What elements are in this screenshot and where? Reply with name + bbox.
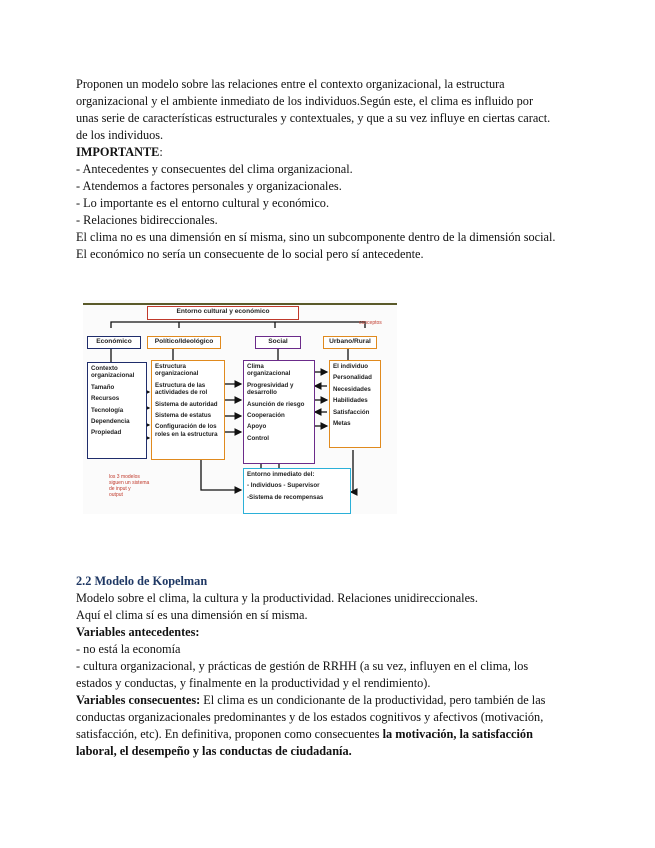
header-politico: Político/Ideológico: [147, 336, 221, 349]
section-heading: 2.2 Modelo de Kopelman: [76, 574, 208, 588]
intro-line: unas serie de características estructurales y contextuales, y que a su vez influye en ciertas caract.: [76, 111, 551, 125]
antecedentes-item: - cultura organizacional, y prácticas de gestión de RRHH (a su vez, influyen en el clima, los: [76, 659, 529, 673]
diagram-side-note: los 3 modelos siguen un sistema de input y output: [109, 474, 150, 498]
antecedentes-item: - no está la economía: [76, 642, 181, 656]
important-heading: IMPORTANTE:: [76, 145, 163, 159]
intro-line: organizacional y el ambiente inmediato de los individuos.Según este, el clima es influido por: [76, 94, 534, 108]
kopelman-section: [76, 573, 596, 760]
header-social: Social: [255, 336, 301, 349]
intro-paragraph: [76, 76, 586, 263]
antecedentes-label: Variables antecedentes:: [76, 625, 200, 639]
model-diagram: [83, 300, 397, 514]
kopelman-line: Aquí el clima sí es una dimensión en sí misma.: [76, 608, 308, 622]
intro-line: de los individuos.: [76, 128, 164, 142]
box-contexto: Contexto organizacional Tamaño Recursos Tecnología Dependencia Propiedad: [87, 362, 147, 459]
important-item: - Atendemos a factores personales y organizacionales.: [76, 179, 342, 193]
diagram-top-note: conceptos: [359, 320, 382, 326]
consecuentes-line: laboral, el desempeño y las conductas de ciudadanía.: [76, 744, 352, 758]
intro-line: Proponen un modelo sobre las relaciones entre el contexto organizacional, la estructura: [76, 77, 505, 91]
consecuentes-line: Variables consecuentes: El clima es un condicionante de la productividad, pero también de las: [76, 693, 546, 707]
antecedentes-item: estados y conductas, y finalmente en la productividad y el rendimiento).: [76, 676, 431, 690]
consecuentes-line: satisfacción, etc). En definitiva, proponen como consecuentes la motivación, la satisfacción: [76, 727, 533, 741]
closing-line: El económico no sería un consecuente de lo social pero sí antecedente.: [76, 247, 424, 261]
box-clima: Clima organizacional Progresividad y desarrollo Asunción de riesgo Cooperación Apoyo Control: [243, 360, 315, 464]
consecuentes-line: conductas organizacionales predominantes y de los estados cognitivos y afectivos (motivación,: [76, 710, 544, 724]
box-individuo: El individuo Personalidad Necesidades Habilidades Satisfacción Metas: [329, 360, 381, 448]
header-economico: Económico: [87, 336, 141, 349]
box-entorno-inmediato: Entorno inmediato del: - Individuos - Supervisor -Sistema de recompensas: [243, 468, 351, 514]
box-estructura: Estructura organizacional Estructura de las actividades de rol Sistema de autoridad Sistema de estatus Configuración de los roles en la estructura: [151, 360, 225, 460]
kopelman-line: Modelo sobre el clima, la cultura y la productividad. Relaciones unidireccionales.: [76, 591, 478, 605]
important-item: - Relaciones bidireccionales.: [76, 213, 218, 227]
closing-line: El clima no es una dimensión en sí misma, sino un subcomponente dentro de la dimensión social.: [76, 230, 556, 244]
diagram-top-box: Entorno cultural y económico: [147, 306, 299, 320]
header-urbano: Urbano/Rural: [323, 336, 377, 349]
important-item: - Lo importante es el entorno cultural y económico.: [76, 196, 330, 210]
important-item: - Antecedentes y consecuentes del clima organizacional.: [76, 162, 353, 176]
